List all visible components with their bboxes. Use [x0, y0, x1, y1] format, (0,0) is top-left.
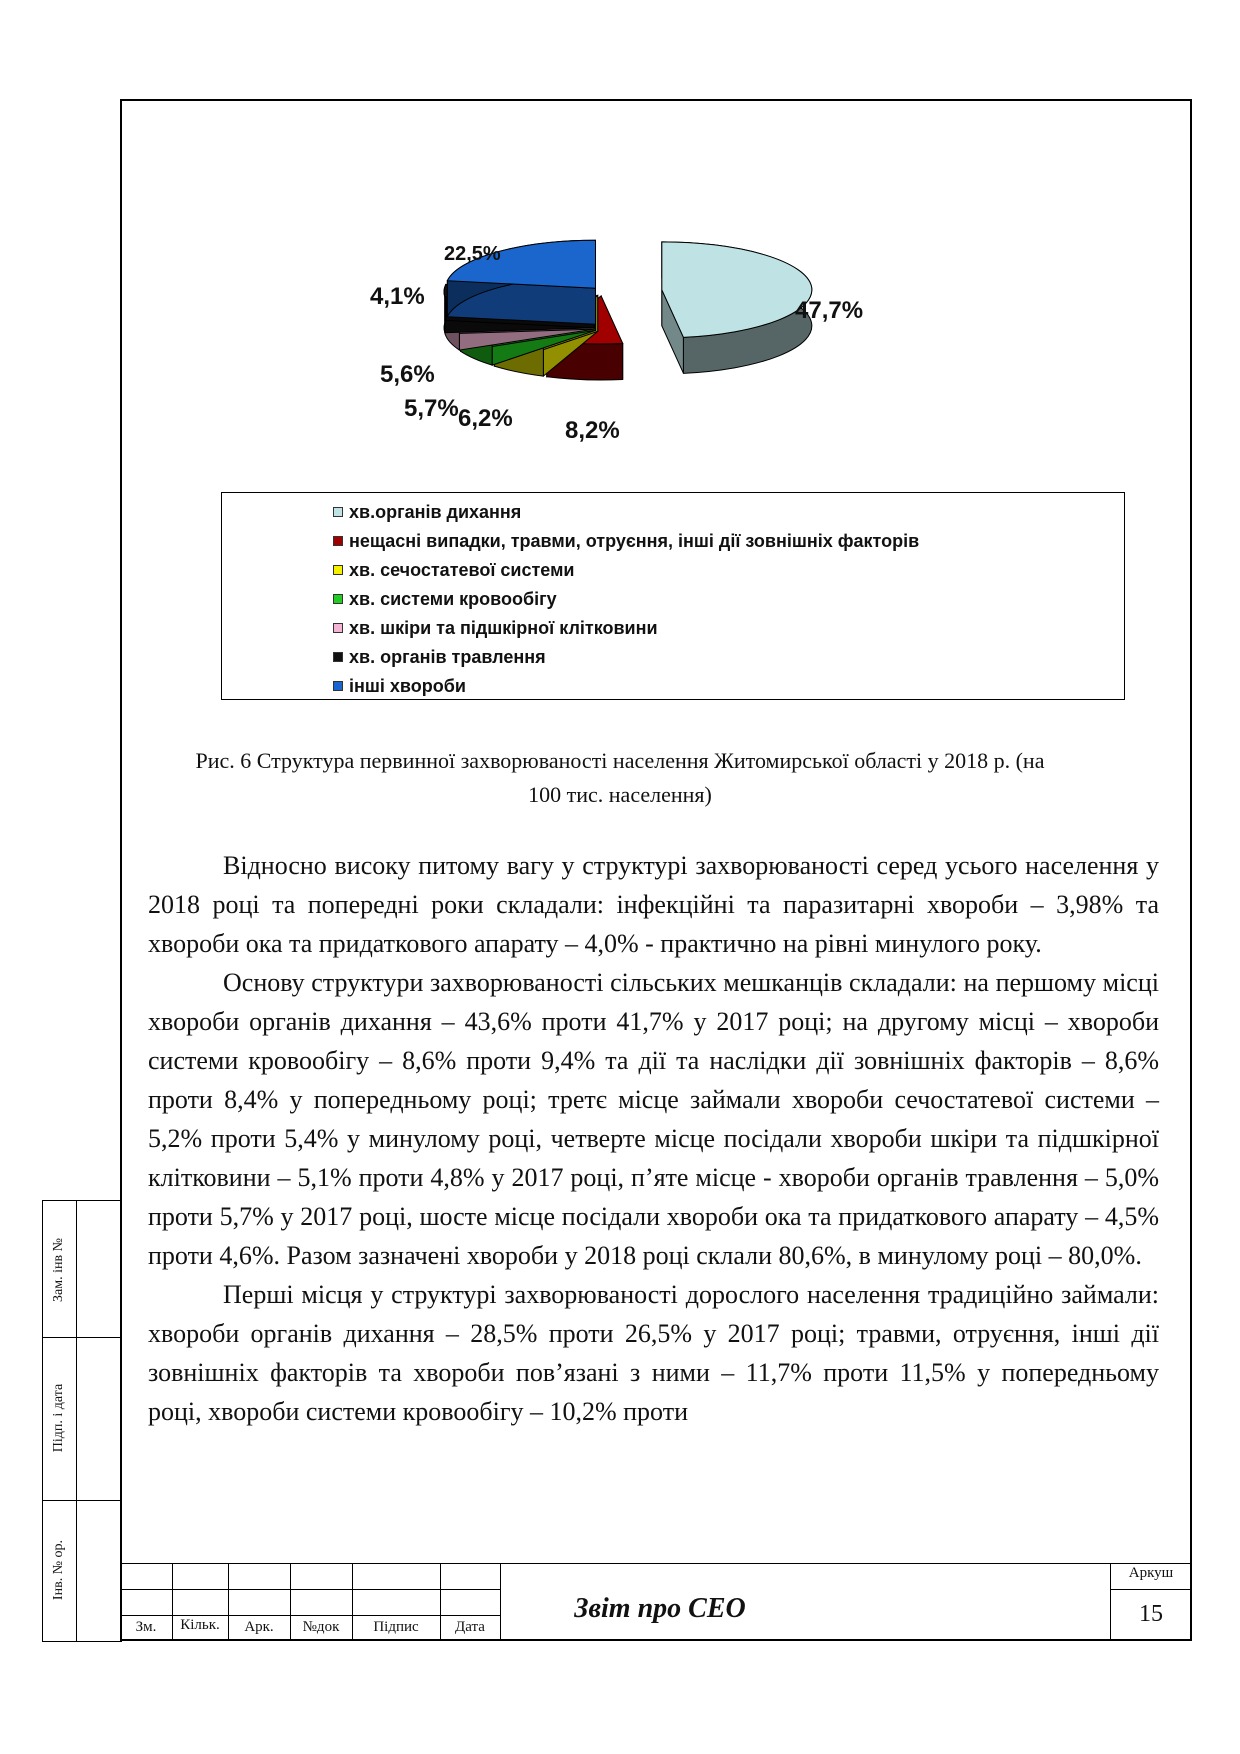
pie-chart — [340, 230, 940, 460]
slice-label: 6,2% — [458, 405, 513, 432]
legend-label: хв. органів травлення — [349, 647, 546, 667]
slice-label: 5,7% — [404, 395, 459, 422]
caption-line-1: Рис. 6 Структура первинної захворюваності населення Житомирської області у 2018 р. (на — [195, 748, 1045, 773]
legend-item — [333, 528, 919, 554]
caption-line-2: 100 тис. населення) — [528, 782, 712, 807]
legend-swatch — [333, 594, 343, 604]
legend-label: інші хвороби — [349, 676, 466, 696]
stamp-ark: Арк. — [244, 1619, 274, 1635]
figure-caption — [150, 744, 1090, 812]
legend-swatch — [333, 565, 343, 575]
legend-item — [333, 557, 574, 583]
legend-item — [333, 615, 658, 641]
sheet-number: 15 — [1139, 1601, 1163, 1627]
legend-label: хв. шкіри та підшкірної клітковини — [349, 618, 658, 638]
slice-label: 5,6% — [380, 361, 435, 388]
legend-label: хв. сечостатевої системи — [349, 560, 575, 580]
legend-label: хв.органів дихання — [349, 502, 522, 522]
legend-swatch — [333, 652, 343, 662]
legend-label: нещасні випадки, травми, отруєння, інші дії зовнішніх факторів — [349, 531, 920, 551]
side-label-zam: Зам. інв № — [51, 1238, 66, 1302]
pie-slice — [662, 242, 812, 373]
document-title: Звіт про СЕО — [574, 1593, 746, 1624]
slice-label: 47,7% — [795, 297, 864, 324]
legend-item — [333, 586, 557, 612]
legend-swatch — [333, 507, 343, 517]
legend-item — [333, 673, 466, 699]
paragraph: Відносно високу питому вагу у структурі захворюваності серед усього населення у 2018 році та попередні роки складали: інфекційні та паразитарні хвороби – 3,98% та хвороби ока та придаткового апарату – 4,0% - практично на рівні минулого року. — [148, 851, 1159, 958]
stamp-data: Дата — [455, 1619, 485, 1635]
legend-swatch — [333, 536, 343, 546]
stamp-ndok: №док — [302, 1619, 340, 1635]
paragraph: Основу структури захворюваності сільських мешканців складали: на першому місці хвороби органів дихання – 43,6% проти 41,7% у 2017 році; на другому місці – хвороби системи кровообігу – 8,6% проти 9,4% та дії та наслідки дії зовнішніх факторів – 8,6% проти 8,4% у попередньому році; третє місце займали хвороби сечостатевої системи – 5,2% проти 5,4% у минулому році, четверте місце посідали хвороби шкіри та підшкірної клітковини – 5,1% проти 4,8% у 2017 році, п’яте місце - хвороби органів травлення – 5,0% проти 5,7% у 2017 році, шосте місце посідали хвороби ока та придаткового апарату – 4,5% проти 4,6%. Разом зазначені хвороби у 2018 році склали 80,6%, в минулому році – 80,0%. — [148, 968, 1159, 1270]
side-label-pidp: Підп. і дата — [51, 1383, 67, 1452]
legend-swatch — [333, 623, 343, 633]
stamp-kilk: Кільк. — [180, 1617, 220, 1633]
stamp-pidpys: Підпис — [373, 1619, 419, 1635]
title-block — [120, 1563, 1192, 1641]
legend-item — [333, 499, 521, 525]
stamp-zm: Зм. — [135, 1619, 157, 1635]
slice-label: 4,1% — [370, 283, 425, 310]
chart-legend — [221, 492, 1125, 700]
paragraph: Перші місця у структурі захворюваності дорослого населення традиційно займали: хвороби органів дихання – 28,5% проти 26,5% у 2017 році; травми, отруєння, інші дії зовнішніх факторів та хвороби пов’язані з ними – 11,7% проти 11,5% у попередньому році, хвороби системи кровообігу – 10,2% проти — [148, 1280, 1159, 1426]
slice-label: 22,5% — [444, 243, 501, 265]
legend-swatch — [333, 681, 343, 691]
slice-label: 8,2% — [565, 417, 620, 444]
side-label-inv: Інв. № ор. — [51, 1539, 66, 1601]
body-text — [148, 846, 1159, 1431]
sheet-label: Аркуш — [1128, 1565, 1174, 1581]
legend-item — [333, 644, 546, 670]
legend-label: хв. системи кровообігу — [349, 589, 557, 609]
